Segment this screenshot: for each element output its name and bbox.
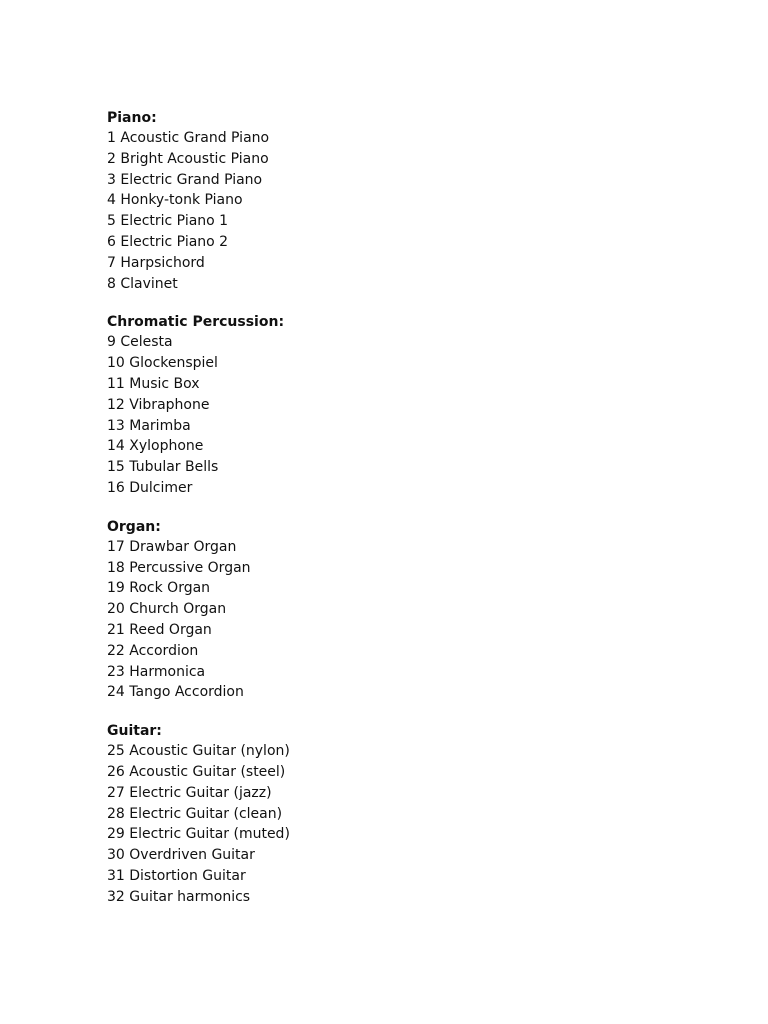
list-item: 16 Dulcimer	[107, 479, 193, 496]
section-title: Chromatic Percussion:	[107, 314, 285, 331]
list-item: 22 Accordion	[107, 642, 199, 659]
list-item: 26 Acoustic Guitar (steel)	[107, 763, 286, 780]
section-title: Piano:	[107, 110, 157, 126]
list-item: 13 Marimba	[107, 417, 191, 434]
list-item: 28 Electric Guitar (clean)	[107, 805, 283, 822]
list-item: 5 Electric Piano 1	[107, 213, 229, 230]
list-item: 18 Percussive Organ	[107, 559, 251, 576]
list-item: 1 Acoustic Grand Piano	[107, 130, 270, 146]
list-item: 29 Electric Guitar (muted)	[107, 826, 290, 843]
list-item: 30 Overdriven Guitar	[107, 847, 255, 864]
list-item: 7 Harpsichord	[107, 254, 205, 271]
list-item: 3 Electric Grand Piano	[107, 171, 263, 188]
list-item: 20 Church Organ	[107, 601, 227, 618]
list-item: 17 Drawbar Organ	[107, 538, 237, 555]
list-item: 14 Xylophone	[107, 438, 204, 455]
list-item: 9 Celesta	[107, 334, 173, 351]
list-item: 25 Acoustic Guitar (nylon)	[107, 743, 290, 760]
list-item: 21 Reed Organ	[107, 621, 212, 638]
list-item: 23 Harmonica	[107, 663, 206, 680]
list-item: 32 Guitar harmonics	[107, 888, 251, 905]
list-item: 4 Honky-tonk Piano	[107, 192, 243, 209]
list-item: 27 Electric Guitar (jazz)	[107, 784, 272, 801]
list-item: 12 Vibraphone	[107, 396, 210, 413]
list-item: 10 Glockenspiel	[107, 355, 218, 372]
section-title: Organ:	[107, 518, 161, 535]
list-item: 8 Clavinet	[107, 275, 178, 292]
section-organ	[107, 517, 707, 703]
list-item: 2 Bright Acoustic Piano	[107, 150, 269, 167]
list-item: 6 Electric Piano 2	[107, 233, 229, 250]
instrument-list-document	[107, 108, 707, 908]
section-chromatic-percussion	[107, 312, 707, 498]
list-item: 31 Distortion Guitar	[107, 867, 246, 884]
list-item: 19 Rock Organ	[107, 580, 211, 597]
list-item: 24 Tango Accordion	[107, 684, 244, 701]
list-item: 15 Tubular Bells	[107, 459, 219, 476]
section-piano	[107, 108, 707, 294]
section-guitar	[107, 721, 707, 907]
list-item: 11 Music Box	[107, 375, 200, 392]
section-title: Guitar:	[107, 723, 162, 740]
